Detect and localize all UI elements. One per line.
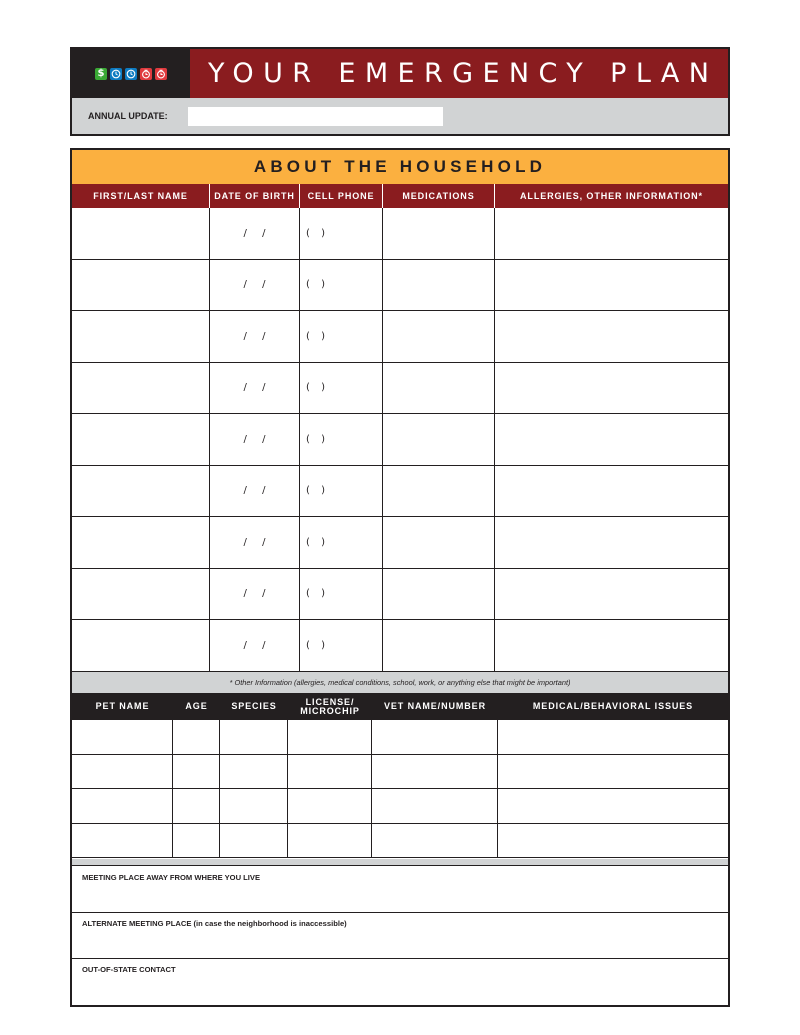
household-table-body (72, 208, 728, 672)
dob-cell[interactable]: / / (210, 208, 300, 259)
pet-issues-cell[interactable] (498, 720, 728, 754)
table-row (72, 414, 728, 466)
pet-vet-cell[interactable] (372, 789, 498, 823)
clock-icon (125, 68, 137, 80)
pet-age-cell[interactable] (173, 824, 220, 858)
meeting-place-field[interactable] (72, 867, 728, 913)
allergies-cell[interactable] (495, 208, 728, 259)
phone-cell[interactable]: ( ) (300, 414, 383, 465)
column-header-allergies: ALLERGIES, OTHER INFORMATION* (520, 190, 703, 201)
allergies-cell[interactable] (495, 363, 728, 414)
phone-cell[interactable]: ( ) (300, 569, 383, 620)
pet-age-cell[interactable] (173, 789, 220, 823)
medications-cell[interactable] (383, 466, 495, 517)
alternate-meeting-place-label: ALTERNATE MEETING PLACE (in case the neighborhood is inaccessible) (82, 919, 347, 928)
table-row (72, 620, 728, 672)
table-row (72, 311, 728, 363)
name-cell[interactable] (72, 363, 210, 414)
table-row (72, 208, 728, 260)
phone-cell[interactable]: ( ) (300, 208, 383, 259)
medications-cell[interactable] (383, 414, 495, 465)
table-row (72, 569, 728, 621)
pet-vet-cell[interactable] (372, 755, 498, 789)
table-row (72, 755, 728, 790)
dob-cell[interactable]: / / (210, 620, 300, 672)
section-title: ABOUT THE HOUSEHOLD (72, 150, 728, 184)
pet-species-cell[interactable] (220, 789, 288, 823)
dollar-icon: $ (95, 68, 107, 80)
allergies-cell[interactable] (495, 569, 728, 620)
pet-vet-cell[interactable] (372, 824, 498, 858)
pet-issues-cell[interactable] (498, 824, 728, 858)
name-cell[interactable] (72, 569, 210, 620)
clock-icon (110, 68, 122, 80)
table-row (72, 720, 728, 755)
table-row (72, 260, 728, 312)
column-header-species: SPECIES (231, 701, 277, 711)
pet-license-cell[interactable] (288, 720, 372, 754)
column-header-vet: VET NAME/NUMBER (383, 701, 486, 711)
column-header-issues: MEDICAL/BEHAVIORAL ISSUES (532, 701, 694, 711)
annual-update-label: ANNUAL UPDATE: (88, 111, 168, 121)
name-cell[interactable] (72, 414, 210, 465)
table-row (72, 363, 728, 415)
pet-issues-cell[interactable] (498, 755, 728, 789)
out-of-state-contact-field[interactable] (72, 959, 728, 1005)
allergies-cell[interactable] (495, 466, 728, 517)
pet-species-cell[interactable] (220, 720, 288, 754)
pet-license-cell[interactable] (288, 824, 372, 858)
pet-species-cell[interactable] (220, 755, 288, 789)
table-row (72, 789, 728, 824)
pet-table-body (72, 720, 728, 858)
phone-cell[interactable]: ( ) (300, 260, 383, 311)
pet-name-cell[interactable] (72, 755, 173, 789)
dob-cell[interactable]: / / (210, 311, 300, 362)
pet-species-cell[interactable] (220, 824, 288, 858)
pet-license-cell[interactable] (288, 755, 372, 789)
annual-update-row (72, 98, 728, 134)
meeting-place-label: MEETING PLACE AWAY FROM WHERE YOU LIVE (82, 873, 261, 882)
alternate-meeting-place-field[interactable] (72, 913, 728, 959)
dob-cell[interactable]: / / (210, 260, 300, 311)
dob-cell[interactable]: / / (210, 363, 300, 414)
allergies-cell[interactable] (495, 414, 728, 465)
name-cell[interactable] (72, 260, 210, 311)
medications-cell[interactable] (383, 260, 495, 311)
phone-cell[interactable]: ( ) (300, 363, 383, 414)
phone-cell[interactable]: ( ) (300, 466, 383, 517)
column-header-medications: MEDICATIONS (383, 184, 495, 208)
medications-cell[interactable] (383, 208, 495, 259)
name-cell[interactable] (72, 208, 210, 259)
pet-name-cell[interactable] (72, 824, 173, 858)
medications-cell[interactable] (383, 311, 495, 362)
household-table-header (72, 184, 728, 208)
timer-icon (140, 68, 152, 80)
pet-issues-cell[interactable] (498, 789, 728, 823)
column-header-name: FIRST/LAST NAME (72, 184, 210, 208)
pet-age-cell[interactable] (173, 720, 220, 754)
title-strip (72, 49, 728, 98)
annual-update-input[interactable] (188, 107, 443, 126)
dob-cell[interactable]: / / (210, 466, 300, 517)
column-header-age: AGE (185, 701, 208, 711)
plan-header (70, 47, 730, 136)
table-row (72, 824, 728, 859)
allergies-cell[interactable] (495, 260, 728, 311)
pet-name-cell[interactable] (72, 789, 173, 823)
household-form (70, 148, 730, 1007)
name-cell[interactable] (72, 620, 210, 672)
phone-cell[interactable]: ( ) (300, 311, 383, 362)
dob-cell[interactable]: / / (210, 517, 300, 568)
phone-cell[interactable]: ( ) (300, 517, 383, 568)
name-cell[interactable] (72, 311, 210, 362)
allergies-cell[interactable] (495, 517, 728, 568)
page-title: YOUR EMERGENCY PLAN (190, 49, 728, 98)
out-of-state-contact-label: OUT-OF-STATE CONTACT (82, 965, 176, 974)
icon-bar (72, 49, 190, 98)
dob-cell[interactable]: / / (210, 569, 300, 620)
dob-cell[interactable]: / / (210, 414, 300, 465)
timer-icon (155, 68, 167, 80)
medications-cell[interactable] (383, 569, 495, 620)
column-header-dob: DATE OF BIRTH (210, 184, 300, 208)
pet-name-cell[interactable] (72, 720, 173, 754)
allergies-cell[interactable] (495, 311, 728, 362)
table-row (72, 466, 728, 518)
table-row (72, 517, 728, 569)
column-header-pet-name: PET NAME (95, 701, 150, 711)
medications-cell[interactable] (383, 517, 495, 568)
footnote: * Other Information (allergies, medical conditions, school, work, or anything else that might be important) (72, 671, 728, 693)
pet-table-header (72, 693, 728, 720)
name-cell[interactable] (72, 517, 210, 568)
name-cell[interactable] (72, 466, 210, 517)
column-header-phone: CELL PHONE (300, 184, 383, 208)
column-header-license: LICENSE/ MICROCHIP (300, 696, 360, 716)
pet-vet-cell[interactable] (372, 720, 498, 754)
section-divider (72, 859, 728, 866)
allergies-cell[interactable] (495, 620, 728, 672)
medications-cell[interactable] (383, 363, 495, 414)
pet-age-cell[interactable] (173, 755, 220, 789)
phone-cell[interactable]: ( ) (300, 620, 383, 672)
medications-cell[interactable] (383, 620, 495, 672)
pet-license-cell[interactable] (288, 789, 372, 823)
